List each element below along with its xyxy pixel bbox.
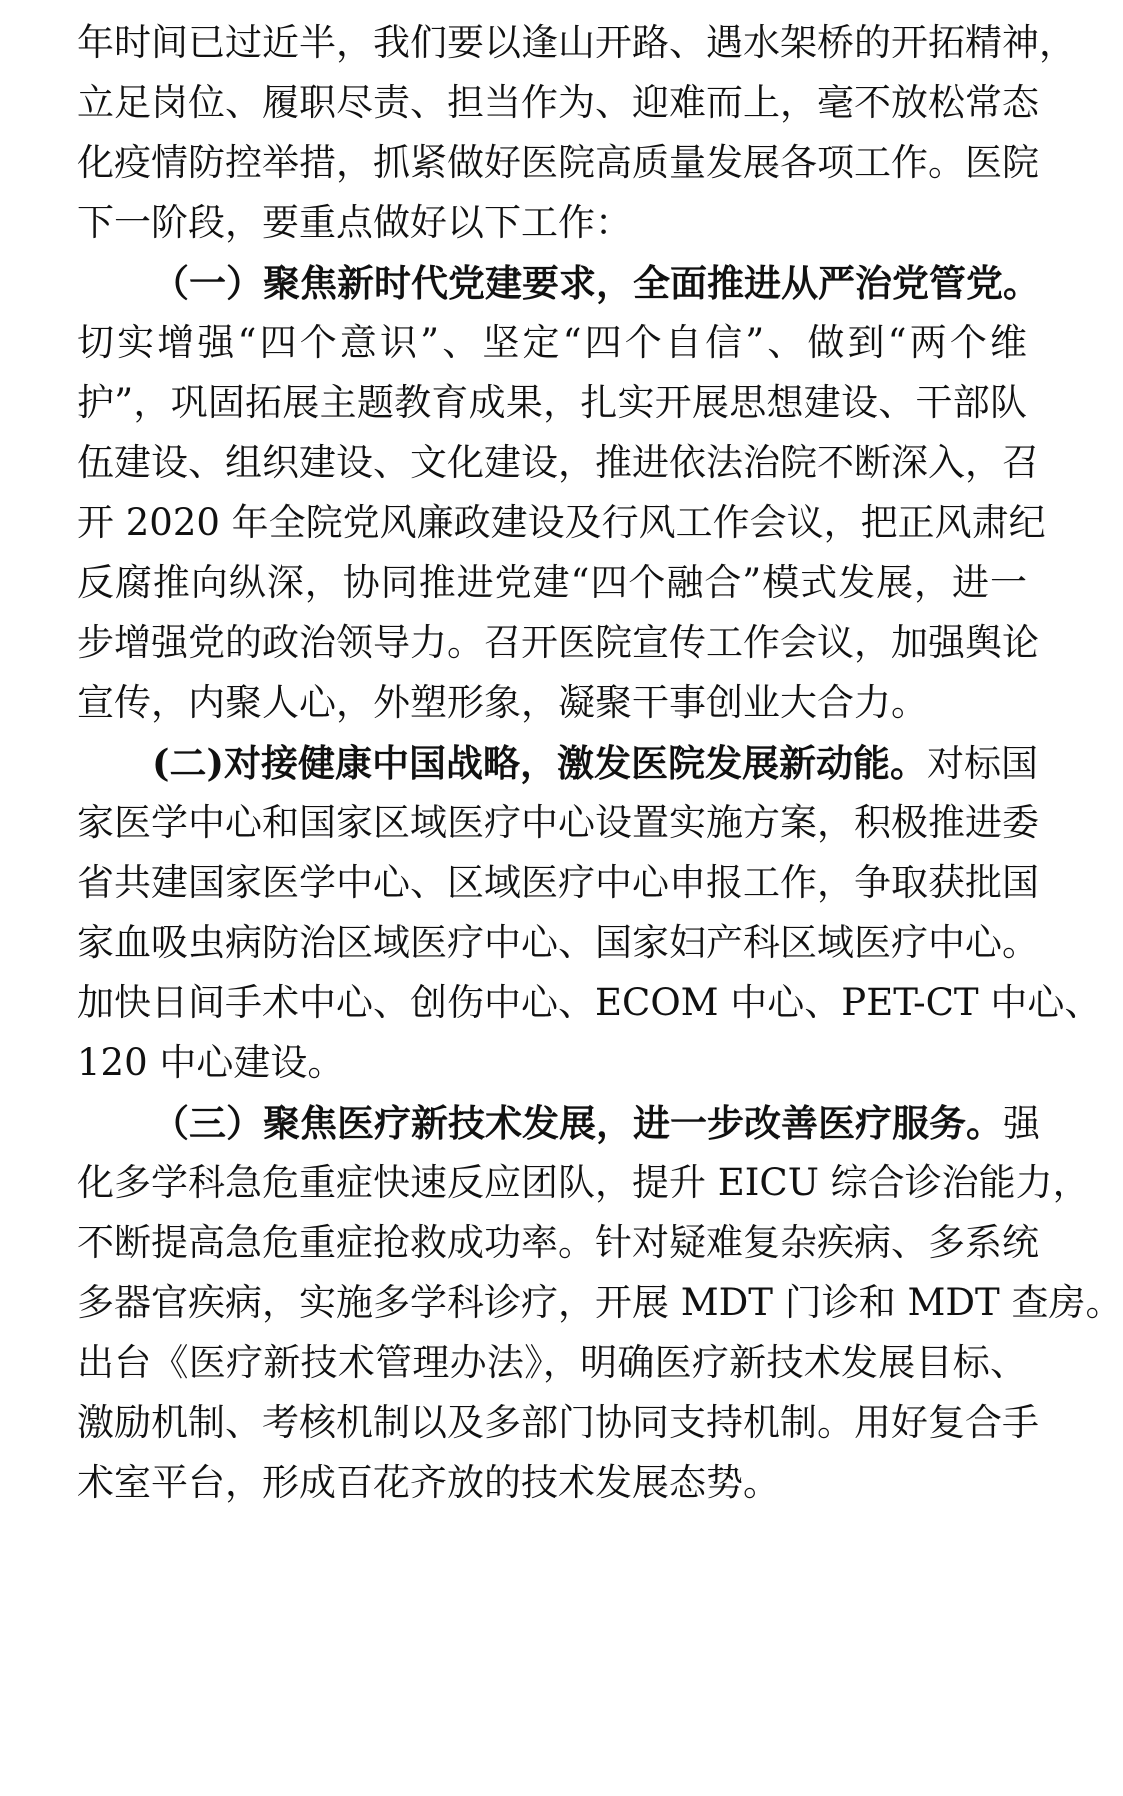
text-line: 下一阶段，要重点做好以下工作： (77, 201, 632, 244)
text-line: 多器官疾病，实施多学科诊疗，开展 MDT 门诊和 MDT 查房。 (77, 1281, 1123, 1324)
text-line: 加快日间手术中心、创伤中心、ECOM 中心、PET-CT 中心、 (77, 981, 1102, 1024)
text-line: 化疫情防控举措，抓紧做好医院高质量发展各项工作。医院 (77, 141, 1039, 184)
text-line: 年时间已过近半，我们要以逢山开路、遇水架桥的开拓精神， (77, 21, 1076, 64)
text-line: 家医学中心和国家区域医疗中心设置实施方案，积极推进委 (77, 801, 1039, 844)
text-line: 120 中心建设。 (77, 1041, 345, 1084)
text-line: 家血吸虫病防治区域医疗中心、国家妇产科区域医疗中心。 (77, 921, 1039, 964)
text-line: 宣传，内聚人心，外塑形象，凝聚干事创业大合力。 (77, 681, 928, 724)
text-line: 术室平台，形成百花齐放的技术发展态势。 (77, 1461, 780, 1504)
text-line: 激励机制、考核机制以及多部门协同支持机制。用好复合手 (77, 1401, 1039, 1444)
text-line: 步增强党的政治领导力。召开医院宣传工作会议，加强舆论 (77, 621, 1039, 664)
section-heading-3: （三）聚焦医疗新技术发展，进一步改善医疗服务。强 (152, 1101, 1040, 1145)
text-line: 化多学科急危重症快速反应团队，提升 EICU 综合诊治能力， (77, 1161, 1090, 1204)
text-line: 开 2020 年全院党风廉政建设及行风工作会议，把正风肃纪 (77, 501, 1046, 544)
text-line: 反腐推向纵深，协同推进党建“四个融合”模式发展，进一 (77, 561, 1027, 604)
text-line: 不断提高急危重症抢救成功率。针对疑难复杂疾病、多系统 (77, 1221, 1039, 1264)
text-line: 伍建设、组织建设、文化建设，推进依法治院不断深入，召 (77, 441, 1039, 484)
text-line: 出台《医疗新技术管理办法》，明确医疗新技术发展目标、 (77, 1341, 1027, 1384)
text-line: 护”，巩固拓展主题教育成果，扎实开展思想建设、干部队 (77, 381, 1027, 424)
text-line: 省共建国家医学中心、区域医疗中心申报工作，争取获批国 (77, 861, 1039, 904)
text-line: 立足岗位、履职尽责、担当作为、迎难而上，毫不放松常态 (77, 81, 1039, 124)
section-heading-1: （一）聚焦新时代党建要求，全面推进从严治党管党。 (152, 261, 1040, 305)
text-line: 切实增强“四个意识”、坚定“四个自信”、做到“两个维 (77, 321, 1027, 364)
section-heading-2: (二)对接健康中国战略，激发医院发展新动能。对标国 (152, 741, 1039, 785)
